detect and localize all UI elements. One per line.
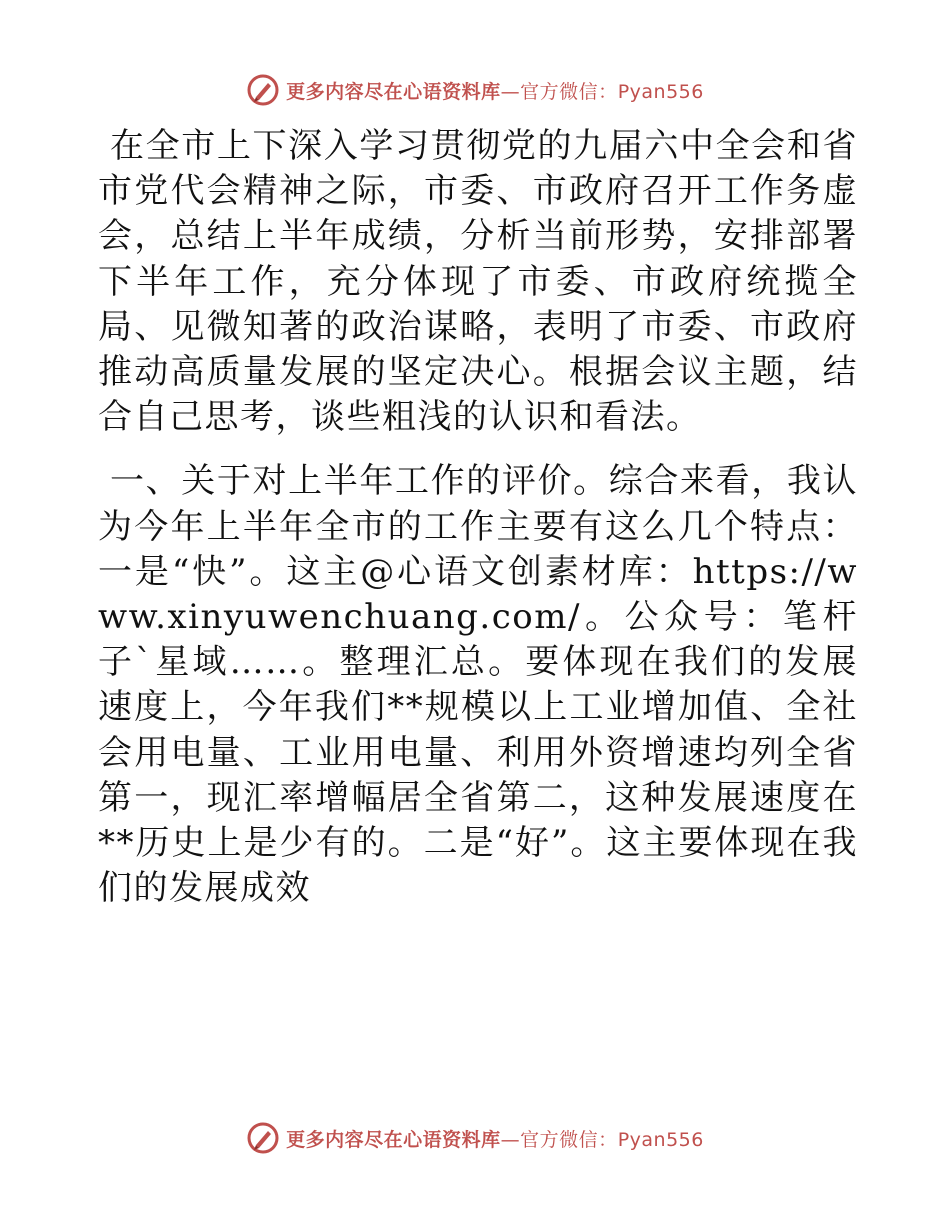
header-banner-text (286, 77, 704, 104)
footer-brand-text: 更多内容尽在心语资料库 (286, 1128, 501, 1151)
document-body (98, 124, 858, 911)
header-wechat-label: 官方微信： (520, 80, 618, 103)
footer-banner-text (286, 1125, 704, 1152)
footer-banner (0, 1118, 950, 1158)
header-wechat-id: Pyan556 (617, 80, 704, 103)
footer-wechat-id: Pyan556 (617, 1128, 704, 1151)
header-brand-text: 更多内容尽在心语资料库 (286, 80, 501, 103)
footer-wechat-label: 官方微信： (520, 1128, 618, 1151)
header-separator: — (500, 80, 521, 103)
paragraph-section-one: 一、关于对上半年工作的评价。综合来看，我认为今年上半年全市的工作主要有这么几个特点：一是“快”。这主@心语文创素材库：https://www.xinyuwenchuang.com/。公众号：笔杆子`星域……。整理汇总。要体现在我们的发展速度上，今年我们**规模以上工业增加值、全社会用电量、工业用电量、利用外资增速均列全省第一，现汇率增幅居全省第二，这种发展速度在**历史上是少有的。二是“好”。这主要体现在我们的发展成效 (98, 461, 858, 909)
header-banner (0, 70, 950, 110)
footer-separator: — (500, 1128, 521, 1151)
pen-logo-icon (246, 1121, 280, 1155)
paragraph-intro: 在全市上下深入学习贯彻党的九届六中全会和省市党代会精神之际，市委、市政府召开工作务虚会，总结上半年成绩，分析当前形势，安排部署下半年工作，充分体现了市委、市政府统揽全局、见微知著的政治谋略，表明了市委、市政府推动高质量发展的坚定决心。根据会议主题，结合自己思考，谈些粗浅的认识和看法。 (98, 126, 858, 438)
pen-logo-icon (246, 73, 280, 107)
